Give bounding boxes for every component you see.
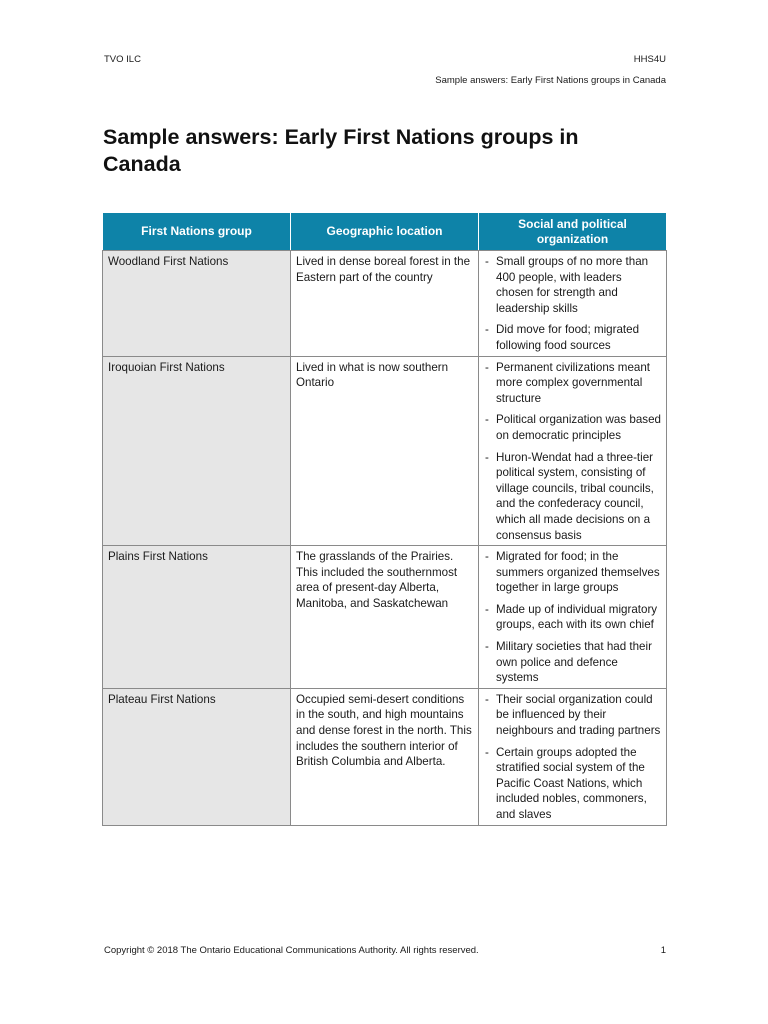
cell-group: Woodland First Nations bbox=[103, 251, 291, 357]
header-course-code: HHS4U bbox=[633, 54, 666, 65]
cell-organization bbox=[479, 356, 667, 546]
table-row bbox=[103, 546, 667, 689]
table-row bbox=[103, 251, 667, 357]
cell-location: The grasslands of the Prairies. This included the southernmost area of present-day Alberta, Manitoba, and Saskatchewan bbox=[291, 546, 479, 689]
column-header-location: Geographic location bbox=[291, 213, 479, 251]
organization-point: - Small groups of no more than 400 people, with leaders chosen for strength and leadership skills bbox=[484, 254, 661, 316]
cell-organization bbox=[479, 251, 667, 357]
organization-point: - Certain groups adopted the stratified social system of the Pacific Coast Nations, which included nobles, commoners, and slaves bbox=[484, 745, 661, 823]
header-org: TVO ILC bbox=[104, 54, 141, 65]
footer-copyright: Copyright © 2018 The Ontario Educational Communications Authority. All rights reserved. bbox=[104, 945, 479, 956]
cell-group: Iroquoian First Nations bbox=[103, 356, 291, 546]
organization-point: - Huron-Wendat had a three-tier political system, consisting of village councils, tribal councils, and the confederacy council, which all made decisions on a consensus basis bbox=[484, 450, 661, 544]
cell-group: Plains First Nations bbox=[103, 546, 291, 689]
organization-point: - Political organization was based on democratic principles bbox=[484, 412, 661, 443]
organization-point: - Military societies that had their own police and defence systems bbox=[484, 639, 661, 686]
organization-point: - Did move for food; migrated following food sources bbox=[484, 322, 661, 353]
table-row bbox=[103, 356, 667, 546]
cell-organization bbox=[479, 688, 667, 825]
page-number: 1 bbox=[660, 945, 666, 956]
organization-point: - Their social organization could be influenced by their neighbours and trading partners bbox=[484, 692, 661, 739]
organization-point: - Permanent civilizations meant more complex governmental structure bbox=[484, 360, 661, 407]
cell-location: Occupied semi-desert conditions in the south, and high mountains and dense forest in the north. This includes the southern interior of British Columbia and Alberta. bbox=[291, 688, 479, 825]
cell-location: Lived in dense boreal forest in the Eastern part of the country bbox=[291, 251, 479, 357]
column-header-organization: Social and political organization bbox=[479, 213, 667, 251]
table-header-row bbox=[103, 213, 667, 251]
organization-point: - Made up of individual migratory groups, each with its own chief bbox=[484, 602, 661, 633]
column-header-group: First Nations group bbox=[103, 213, 291, 251]
header-subtitle: Sample answers: Early First Nations groups in Canada bbox=[435, 75, 666, 86]
first-nations-table bbox=[102, 212, 667, 826]
page-title: Sample answers: Early First Nations groups in Canada bbox=[103, 125, 579, 176]
cell-organization bbox=[479, 546, 667, 689]
organization-point: - Migrated for food; in the summers organized themselves together in large groups bbox=[484, 549, 661, 596]
table-row bbox=[103, 688, 667, 825]
cell-location: Lived in what is now southern Ontario bbox=[291, 356, 479, 546]
cell-group: Plateau First Nations bbox=[103, 688, 291, 825]
